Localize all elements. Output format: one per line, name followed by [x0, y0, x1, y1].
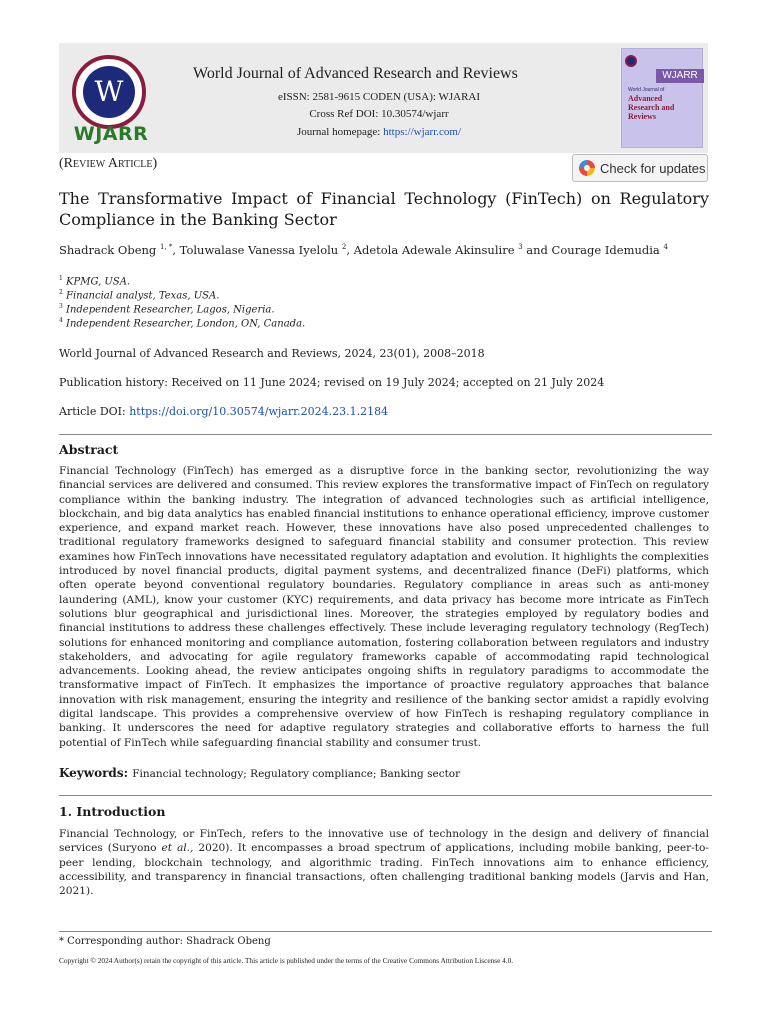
- abstract-heading: Abstract: [59, 442, 119, 457]
- issn-line: eISSN: 2581-9615 CODEN (USA): WJARAI: [277, 91, 481, 103]
- cover-logo-icon: [625, 55, 637, 67]
- journal-header: [59, 43, 708, 153]
- logo-text: WJARR: [73, 123, 149, 145]
- logo-letter: W: [83, 66, 135, 118]
- intro-text-italic: et al.,: [161, 842, 194, 855]
- journal-title: World Journal of Advanced Research and Reviews: [193, 65, 518, 82]
- cover-band: WJARR: [656, 69, 704, 83]
- affiliation-4-num: 4: [59, 317, 63, 324]
- doi-label: Article DOI:: [59, 405, 130, 418]
- author-4-sup: 4: [663, 243, 668, 252]
- cover-title: Advanced Research and Reviews: [628, 94, 675, 121]
- author-2: , Toluwalase Vanessa Iyelolu: [172, 243, 342, 257]
- author-list: [59, 243, 668, 257]
- publication-history: Publication history: Received on 11 June 2024; revised on 19 July 2024; accepted on 21 July 2024: [59, 376, 605, 389]
- homepage-label: Journal homepage:: [296, 126, 384, 138]
- copyright-notice: Copyright © 2024 Author(s) retain the copyright of this article. This article is published under the terms of the Creative Commons Attribution Liscense 4.0.: [59, 956, 514, 965]
- affiliation-3-num: 3: [59, 303, 63, 310]
- affiliation-2-num: 2: [59, 289, 63, 296]
- homepage-link[interactable]: https://wjarr.com/: [383, 126, 462, 138]
- article-title: The Transformative Impact of Financial Technology (FinTech) on Regulatory Compliance in the Banking Sector: [59, 189, 709, 229]
- citation: World Journal of Advanced Research and Reviews, 2024, 23(01), 2008–2018: [59, 347, 485, 360]
- affiliation-4: [59, 317, 305, 329]
- introduction-paragraph: [59, 827, 709, 898]
- keywords-label: Keywords:: [59, 766, 133, 780]
- introduction-heading: 1. Introduction: [59, 804, 166, 819]
- author-4: and Courage Idemudia: [522, 243, 664, 257]
- check-for-updates-button[interactable]: [572, 154, 708, 182]
- journal-cover-image: [621, 48, 703, 148]
- article-type: (Review Article): [59, 156, 158, 171]
- affiliation-3: [59, 303, 275, 315]
- article-doi: [59, 405, 388, 418]
- journal-logo: [72, 55, 146, 129]
- affiliation-2: [59, 289, 219, 301]
- corresponding-author: * Corresponding author: Shadrack Obeng: [59, 936, 271, 947]
- affiliation-1-text: KPMG, USA.: [62, 276, 131, 288]
- affiliation-3-text: Independent Researcher, Lagos, Nigeria.: [62, 304, 275, 316]
- doi-link[interactable]: https://doi.org/10.30574/wjarr.2024.23.1.2184: [129, 405, 389, 418]
- author-3-sup: 3: [518, 243, 523, 252]
- divider: [59, 434, 712, 435]
- author-1-sup: 1, *: [159, 243, 173, 252]
- author-3: , Adetola Adewale Akinsulire: [346, 243, 519, 257]
- affiliation-1-num: 1: [59, 275, 63, 282]
- intro-text-2: 2020). It encompasses a broad spectrum of applications, including mobile banking, peer-to-peer lending, blockchain technology, and algorithmic trading. FinTech innovations aim to enhance efficiency, accessibility, and transparency in financial transactions, often challenging traditional banking models (Jarvis and Han, 2021).: [59, 842, 710, 898]
- affiliation-1: [59, 275, 130, 287]
- affiliation-4-text: Independent Researcher, London, ON, Canada.: [62, 318, 306, 330]
- check-for-updates-label: Check for updates: [600, 161, 706, 176]
- crossref-line: Cross Ref DOI: 10.30574/wjarr: [309, 108, 449, 120]
- abstract-text: Financial Technology (FinTech) has emerged as a disruptive force in the banking sector, revolutionizing the way financial services are delivered and consumed. This review explores the transformative impact of FinTech on regulatory compliance within the banking industry. The integration of advanced technologies such as artificial intelligence, blockchain, and big data analytics has enabled financial institutions to enhance operational efficiency, improve customer experience, and expand market reach. However, these innovations have also posed unprecedented challenges to traditional regulatory frameworks designed to safeguard financial stability and consumer protection. This review examines how FinTech innovations have necessitated regulatory adaptation and evolution. It highlights the complexities introduced by novel financial products, digital payment systems, and decentralized finance (DeFi) platforms, which often operate beyond conventional regulatory boundaries. Regulatory compliance in areas such as anti-money laundering (AML), know your customer (KYC) requirements, and data privacy has become more intricate as FinTech solutions blur geographical and jurisdictional lines. Moreover, the strategies employed by regulatory bodies and financial institutions to address these challenges effectively. These include leveraging regulatory technology (RegTech) solutions for enhanced monitoring and compliance automation, fostering collaboration between regulators and industry stakeholders, and advocating for agile regulatory frameworks capable of accommodating rapid technological advancements. Looking ahead, the review anticipates ongoing shifts in regulatory paradigms to accommodate the transformative impact of FinTech. It emphasizes the importance of proactive regulatory approaches that balance innovation with risk management, ensuring the integrity and resilience of the banking sector amidst a rapidly evolving digital landscape. This provides a comprehensive overview of how FinTech is reshaping regulatory compliance in banking. It underscores the need for adaptive regulatory strategies and collaborative efforts to harness the full potential of FinTech while safeguarding financial stability and consumer trust.: [59, 465, 709, 749]
- homepage-line: [209, 126, 549, 138]
- footnote-divider: [59, 931, 712, 932]
- author-1: Shadrack Obeng: [59, 243, 160, 257]
- intro-text-1: Financial Technology, or FinTech, refers to the innovative use of technology in the design and delivery of financial services (Suryono: [59, 828, 709, 855]
- divider: [59, 795, 712, 796]
- author-2-sup: 2: [341, 243, 347, 252]
- cover-line1: World Journal of: [628, 87, 665, 93]
- keywords-values: Financial technology; Regulatory compliance; Banking sector: [132, 768, 461, 780]
- keywords: [59, 766, 460, 780]
- crossmark-icon: [579, 160, 595, 176]
- affiliation-2-text: Financial analyst, Texas, USA.: [62, 290, 220, 302]
